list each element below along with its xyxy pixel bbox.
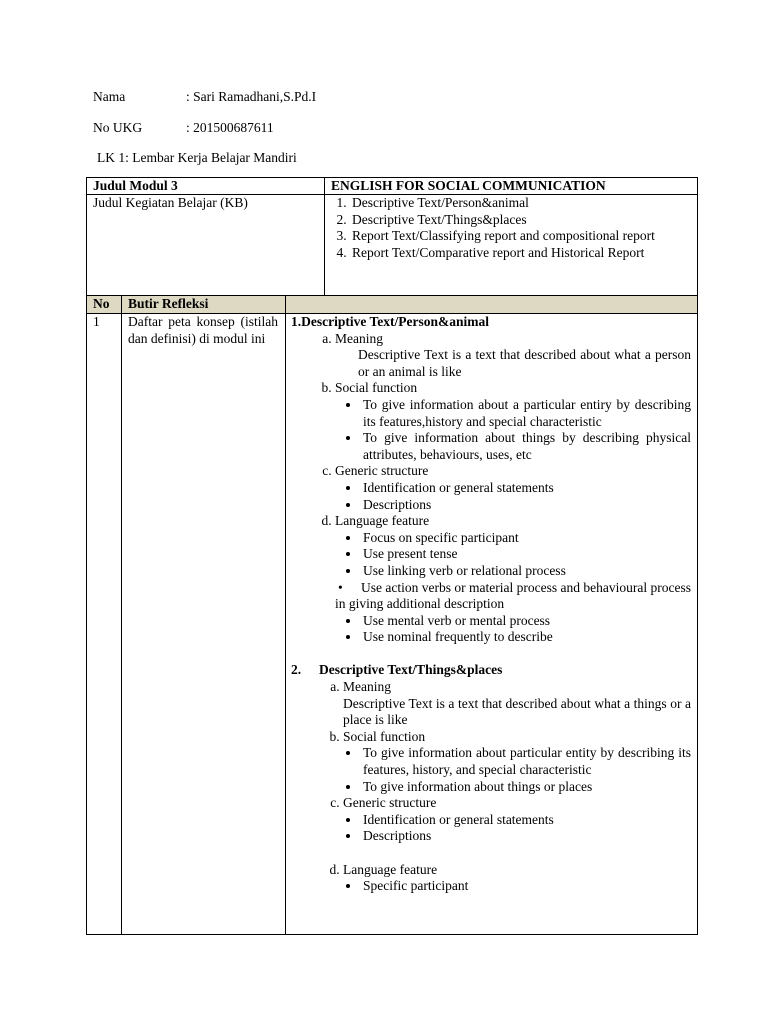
lk-title: LK 1: Lembar Kerja Belajar Mandiri [97,150,297,165]
modul-label: Judul Modul 3 [93,178,178,193]
kb-item: 3. Report Text/Classifying report and compositional report [350,228,692,245]
bullet-item: • To give information about particular entity by describing its features, history, and special characteristic [361,745,691,778]
section2-social: b. Social function • To give information about particular entity by describing its features, history, and special characteristic • To give information about things or places [343,729,691,795]
modul-value: ENGLISH FOR SOCIAL COMMUNICATION [331,178,606,193]
ukg-value: : 201500687611 [186,120,274,135]
nama-label: Nama [93,89,126,104]
kb-label: Judul Kegiatan Belajar (KB) [93,195,248,210]
bullet-item: • Descriptions [361,828,691,845]
bullet-item: • Use present tense [361,546,691,563]
kb-item: 4. Report Text/Comparative report and Historical Report [350,245,692,262]
ukg-label: No UKG [93,120,143,135]
kb-item: 2. Descriptive Text/Things&places [350,212,692,229]
bullet-item: • Identification or general statements [361,812,691,829]
section1-language: d. Language feature • Focus on specific participant • Use present tense • Use linking verb or relational process • Use action verbs or material process and behavioural process in giving additional description • Use mental verb or mental process • Use nominal frequently to describe [335,513,691,646]
row-butir: Daftar peta konsep (istilah dan definisi) di modul ini [128,314,278,346]
col-divider [121,296,122,934]
bullet-item: • To give information about a particular entiry by describing its features,history and special characteristic [361,397,691,430]
bullet-item: • To give information about things by describing physical attributes, behaviours, uses, etc [361,430,691,463]
section2-list [291,679,691,895]
concept-content [291,314,691,895]
bullet-item: • Use mental verb or mental process [361,613,691,630]
bullet-item: • Focus on specific participant [361,530,691,547]
bullet-item: • Descriptions [361,497,691,514]
kb-list [328,195,692,261]
bullet-item: • Use nominal frequently to describe [361,629,691,646]
nama-line [93,89,316,105]
bullet-item-hanging: • Use action verbs or material process and behavioural process in giving additional description [335,579,691,612]
row-number: 1 [93,314,100,329]
bullet-item: • To give information about things or places [361,779,691,796]
bullet-item: • Specific participant [361,878,691,895]
col-butir-header: Butir Refleksi [128,296,209,311]
section1-generic: c. Generic structure • Identification or general statements • Descriptions [335,463,691,513]
section1-meaning: a. Meaning Descriptive Text is a text that described about what a person or an animal is like [335,331,691,381]
section1-meaning-text: Descriptive Text is a text that described about what a person or an animal is like [358,347,691,379]
section1-title: 1.Descriptive Text/Person&animal [291,314,489,329]
section1-list [291,331,691,646]
section2-meaning: a. Meaning Descriptive Text is a text that described about what a things or a place is like [343,679,691,729]
section2-language: d. Language feature • Specific participant [343,862,691,895]
reflection-table [86,177,698,935]
section2-title: 2. Descriptive Text/Things&places [291,662,503,678]
bullet-item: • Use linking verb or relational process [361,563,691,580]
col-divider [324,178,325,296]
section2-meaning-text: Descriptive Text is a text that described about what a things or a place is like [343,695,691,728]
section1-social: b. Social function • To give information about a particular entiry by describing its features,history and special characteristic • To give information about things by describing physical attributes, behaviours, uses, etc [335,380,691,463]
col-divider [285,296,286,934]
nama-value: : Sari Ramadhani,S.Pd.I [186,89,317,104]
section2-generic: c. Generic structure • Identification or general statements • Descriptions [343,795,691,861]
col-no-header: No [93,296,110,311]
kb-item: 1. Descriptive Text/Person&animal [350,195,692,212]
bullet-item: • Identification or general statements [361,480,691,497]
ukg-line [93,120,274,136]
